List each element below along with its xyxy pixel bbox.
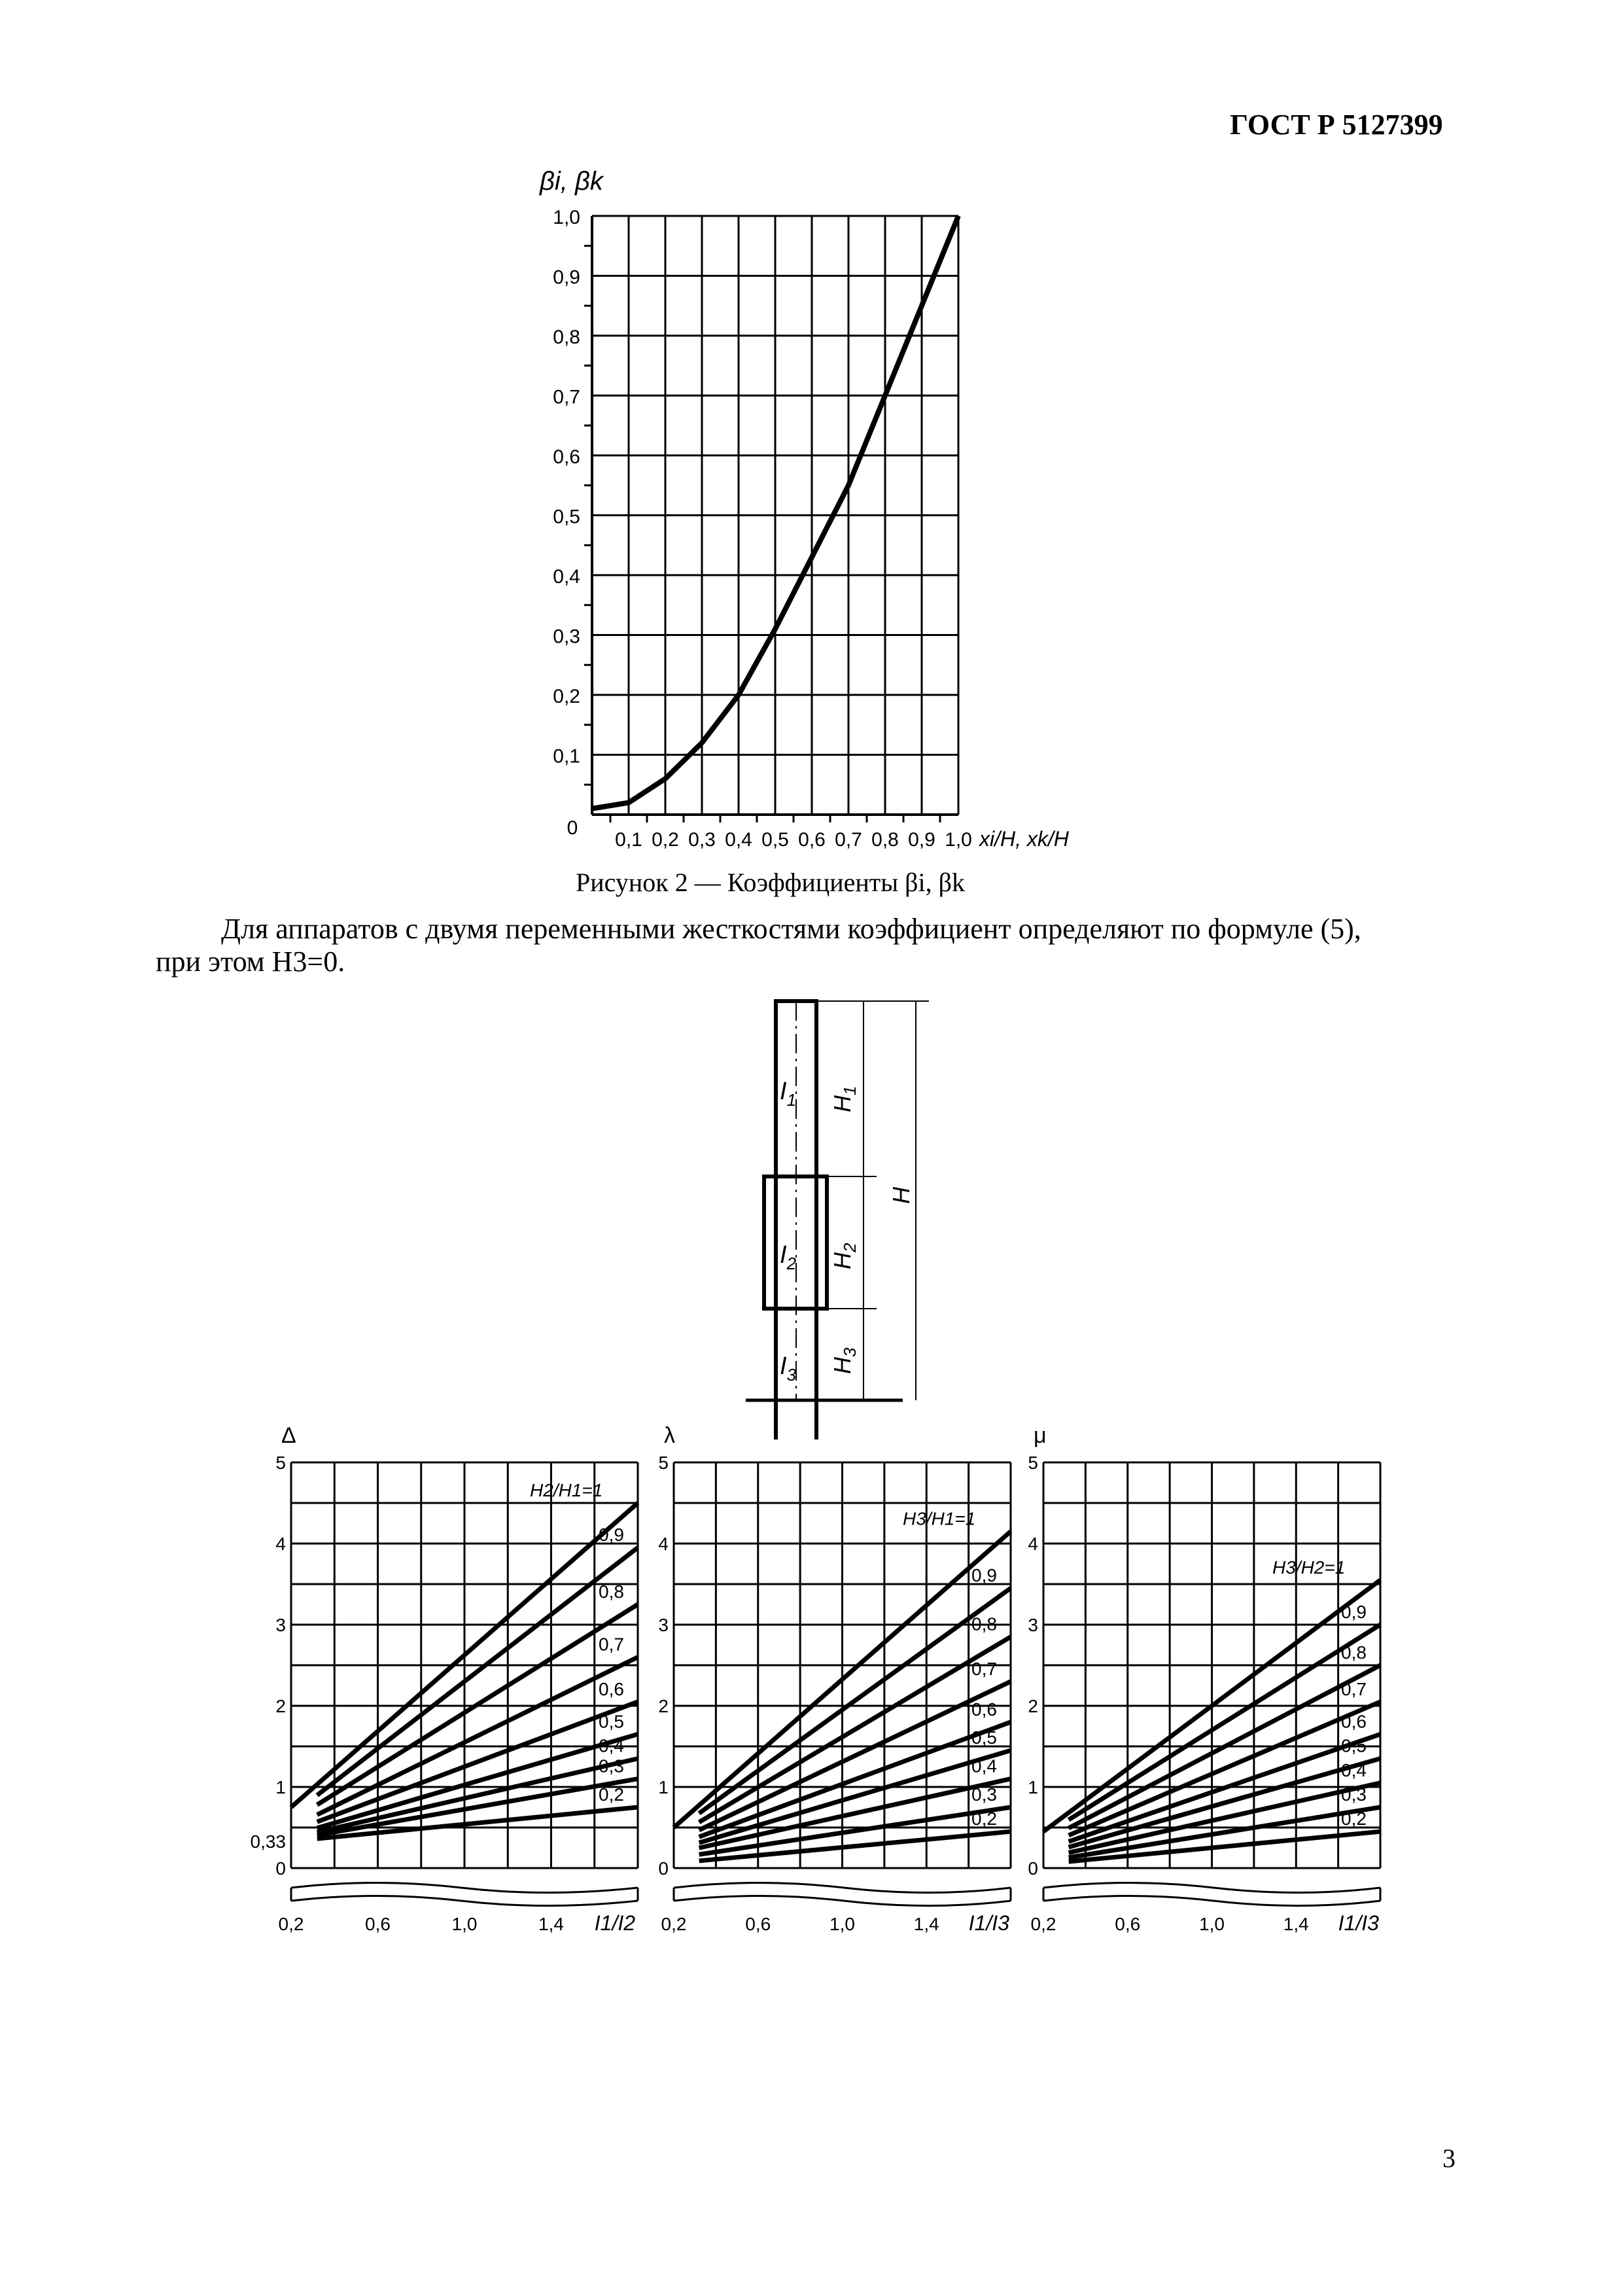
y-tick-label: 1 xyxy=(658,1777,669,1797)
series-label: 0,6 xyxy=(1341,1711,1367,1732)
y-tick-label: 5 xyxy=(658,1453,669,1473)
series-line xyxy=(317,1702,638,1822)
x-tick-label: 1,0 xyxy=(829,1914,855,1934)
x-tick-label: 1,0 xyxy=(1199,1914,1225,1934)
y-tick-label: 2 xyxy=(1028,1696,1038,1716)
y-axis-label: βi, βk xyxy=(540,167,603,196)
y-tick-label: 0,5 xyxy=(553,506,580,528)
axis-break-line xyxy=(1043,1883,1380,1893)
y-axis-label: λ xyxy=(664,1423,675,1448)
x-tick-label: 0,6 xyxy=(745,1914,771,1934)
x-tick-label: 1,0 xyxy=(945,829,972,851)
x-tick-label: 1,4 xyxy=(913,1914,939,1934)
column-scheme-diagram xyxy=(720,981,981,1439)
series-line xyxy=(317,1604,638,1805)
y-tick-label: 1 xyxy=(275,1777,286,1797)
series-label: 0,7 xyxy=(599,1634,624,1655)
x-tick-label: 0,2 xyxy=(1030,1914,1056,1934)
y-axis-label: Δ xyxy=(281,1423,296,1448)
x-tick-label: 0,6 xyxy=(365,1914,391,1934)
series-label: H3/H2=1 xyxy=(1272,1557,1346,1578)
x-tick-label: 0,2 xyxy=(278,1914,304,1934)
x-tick-label: 0,8 xyxy=(871,829,899,851)
x-tick-label: 1,4 xyxy=(1283,1914,1309,1934)
y-tick-label: 0,7 xyxy=(553,386,580,408)
y-tick-label: 0,9 xyxy=(553,266,580,289)
y-tick-label: 0 xyxy=(275,1858,286,1879)
series-label: 0,5 xyxy=(1341,1735,1367,1756)
x-axis-label: I1/I3 xyxy=(1338,1911,1379,1935)
standard-header: ГОСТ Р 5127399 xyxy=(1230,109,1443,141)
y-tick-label: 4 xyxy=(1028,1534,1038,1554)
y-tick-label: 3 xyxy=(1028,1615,1038,1635)
label-h: H xyxy=(888,1187,915,1204)
label-h1: $H_1$ xyxy=(829,1086,860,1112)
series-label: 0,8 xyxy=(1341,1642,1367,1663)
y-tick-label: 0,2 xyxy=(553,686,580,707)
x-tick-label: 0,5 xyxy=(761,829,789,851)
y-tick-label: 0,33 xyxy=(250,1831,286,1852)
x-axis-label: I1/I3 xyxy=(968,1911,1009,1935)
y-tick-label: 2 xyxy=(658,1696,669,1716)
series-label: 0,5 xyxy=(971,1727,997,1748)
figure-2-caption: Рисунок 2 — Коэффициенты βi, βk xyxy=(576,868,965,897)
x-tick-label: 0,2 xyxy=(661,1914,687,1934)
series-label: 0,2 xyxy=(599,1784,624,1805)
x-tick-label: 0,2 xyxy=(652,829,679,851)
x-tick-label: 0,4 xyxy=(725,829,752,851)
series-label: H2/H1=1 xyxy=(530,1480,603,1500)
y-tick-label: 0,1 xyxy=(553,745,580,768)
body-paragraph-line-1: Для аппаратов с двумя переменными жесткостями коэффициент определяют по формуле (5), xyxy=(221,913,1361,945)
series-label: 0,9 xyxy=(1341,1602,1367,1622)
x-tick-label: 0,7 xyxy=(835,829,862,851)
y-tick-label: 0,6 xyxy=(553,446,580,468)
y-tick-label: 5 xyxy=(1028,1453,1038,1473)
y-tick-label: 1 xyxy=(1028,1777,1038,1797)
series-label: 0,2 xyxy=(971,1809,997,1829)
label-i1: $I_1$ xyxy=(780,1078,797,1110)
x-tick-label: 1,4 xyxy=(538,1914,564,1934)
series-label: 0,7 xyxy=(971,1658,997,1679)
series-label: 0,4 xyxy=(1341,1759,1367,1780)
y-tick-label: 0 xyxy=(1028,1858,1038,1879)
y-tick-label: 0 xyxy=(658,1858,669,1879)
axis-break-line xyxy=(291,1896,638,1906)
series-line xyxy=(317,1657,638,1815)
y-tick-label: 0,3 xyxy=(553,626,580,648)
series-label: 0,5 xyxy=(599,1711,624,1732)
series-label: 0,3 xyxy=(971,1784,997,1805)
series-label: 0,4 xyxy=(971,1756,997,1776)
series-label: 0,4 xyxy=(599,1735,624,1756)
axis-break-line xyxy=(291,1883,638,1893)
label-h2: $H_2$ xyxy=(829,1243,860,1269)
series-line xyxy=(699,1682,1011,1830)
x-tick-label: 0,1 xyxy=(615,829,642,851)
series-label: 0,9 xyxy=(971,1565,997,1586)
y-tick-label: 0,4 xyxy=(553,566,580,588)
x-axis-label: I1/I2 xyxy=(594,1911,636,1935)
series-label: 0,3 xyxy=(599,1756,624,1776)
nomogram-charts xyxy=(0,1407,1623,1996)
x-tick-label: 0,3 xyxy=(688,829,716,851)
y-tick-label: 2 xyxy=(275,1696,286,1716)
body-paragraph-line-2-text: при этом H3=0. xyxy=(156,945,345,978)
x-tick-label: 0,9 xyxy=(908,829,935,851)
x-tick-label: 0,6 xyxy=(798,829,826,851)
nomogram-panel-1 xyxy=(251,1423,638,1935)
label-h3: $H_3$ xyxy=(829,1347,860,1374)
x-tick-label: 0,6 xyxy=(1115,1914,1141,1934)
y-tick-label: 5 xyxy=(275,1453,286,1473)
axis-break-line xyxy=(1043,1896,1380,1906)
series-label: 0,3 xyxy=(1341,1784,1367,1805)
series-label: 0,9 xyxy=(599,1525,624,1545)
origin-label: 0 xyxy=(567,817,578,839)
y-tick-label: 4 xyxy=(275,1534,286,1554)
nomogram-panel-3 xyxy=(1028,1423,1380,1935)
axis-break-line xyxy=(674,1883,1011,1893)
series-label: 0,8 xyxy=(971,1614,997,1634)
page-number: 3 xyxy=(1442,2144,1456,2173)
label-i3: $I_3$ xyxy=(780,1352,797,1385)
series-label: 0,6 xyxy=(971,1699,997,1720)
nomogram-panel-2 xyxy=(658,1423,1011,1935)
body-paragraph-line-2 xyxy=(156,945,345,978)
beta-coefficient-chart xyxy=(0,0,1623,883)
series-label: 0,2 xyxy=(1341,1809,1367,1829)
x-tick-label: 1,0 xyxy=(451,1914,478,1934)
y-tick-label: 4 xyxy=(658,1534,669,1554)
x-axis-label: xi/H, xk/H xyxy=(979,827,1069,851)
y-axis-label: μ xyxy=(1034,1423,1047,1448)
series-label: 0,8 xyxy=(599,1581,624,1602)
y-tick-label: 3 xyxy=(275,1615,286,1635)
y-tick-label: 0,8 xyxy=(553,327,580,348)
label-i2: $I_2$ xyxy=(780,1241,797,1273)
series-label: H3/H1=1 xyxy=(903,1508,976,1529)
series-label: 0,7 xyxy=(1341,1678,1367,1699)
y-tick-label: 3 xyxy=(658,1615,669,1635)
y-tick-label: 1,0 xyxy=(553,207,580,228)
series-label: 0,6 xyxy=(599,1678,624,1699)
axis-break-line xyxy=(674,1896,1011,1906)
